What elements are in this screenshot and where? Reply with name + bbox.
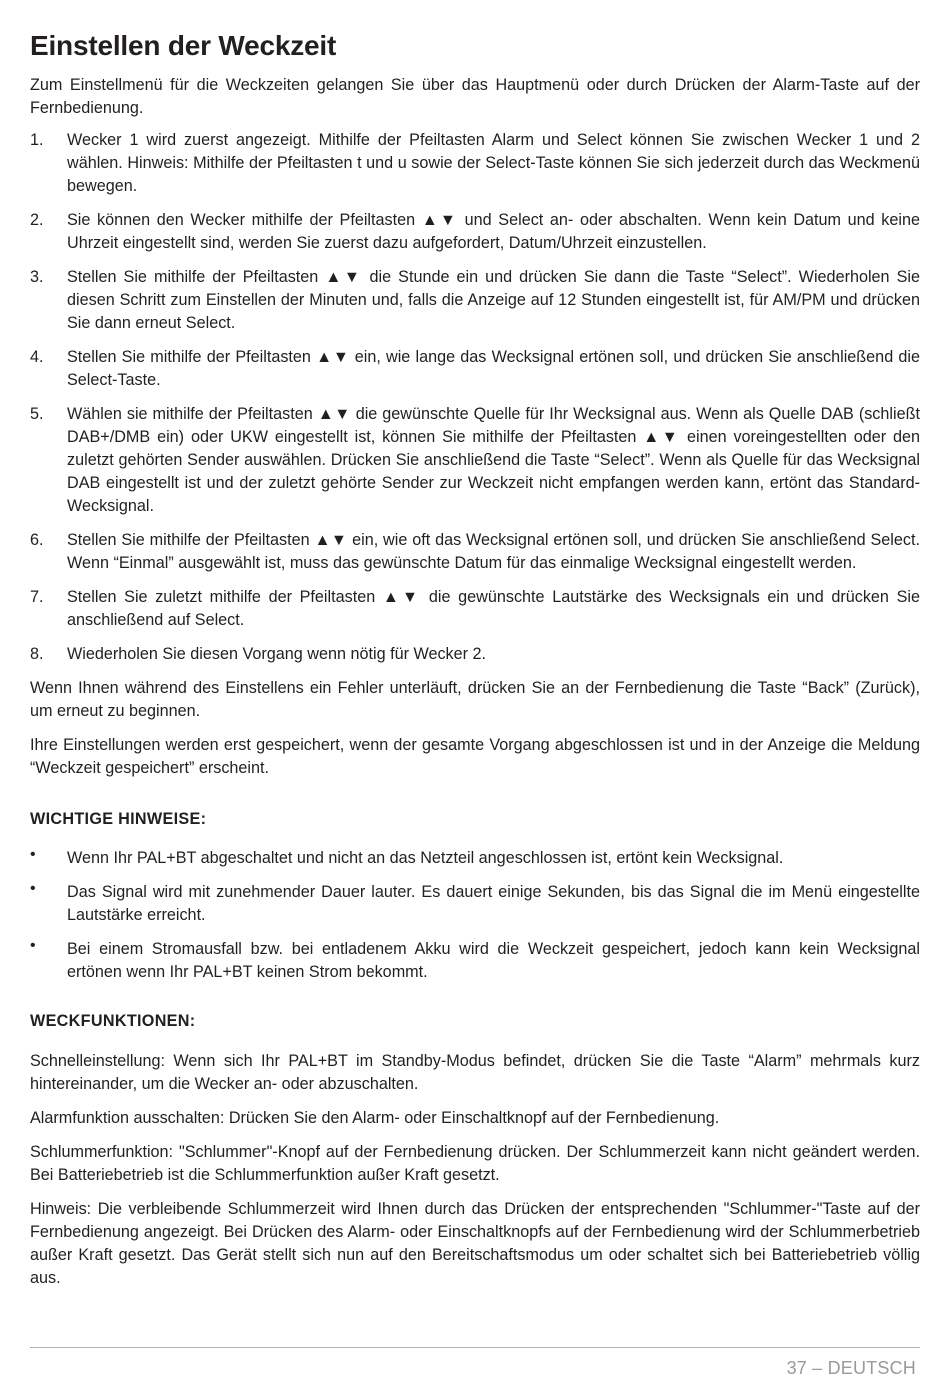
list-item xyxy=(30,881,920,927)
saved-note: Ihre Einstellungen werden erst gespeichert, wenn der gesamte Vorgang abgeschlossen ist und in der Anzeige die Meldung “Weckzeit gespeichert” erscheint. xyxy=(30,736,920,777)
step-number: 7. xyxy=(30,588,44,606)
step-text: Wecker 1 wird zuerst angezeigt. Mithilfe der Pfeiltasten Alarm und Select können Sie zwischen Wecker 1 und 2 wählen. Hinweis: Mithilfe der Pfeiltasten t und u sowie der Select-Taste können Sie sich jederzeit durch das Weckmenü bewegen. xyxy=(67,131,920,195)
step-text: Stellen Sie mithilfe der Pfeiltasten ▲▼ die Stunde ein und drücken Sie dann die Taste “Select”. Wiederholen Sie diesen Schritt zum Einstellen der Minuten und, falls die Anzeige auf 12 Stunden eingestellt ist, für AM/PM und drücken Sie dann erneut Select. xyxy=(67,268,920,332)
list-item-text: Das Signal wird mit zunehmender Dauer lauter. Es dauert einige Sekunden, bis das Signal die im Menü eingestellte Lautstärke erreicht. xyxy=(67,883,920,924)
important-heading: WICHTIGE HINWEISE: xyxy=(30,810,207,828)
list-item xyxy=(30,938,920,984)
steps-list xyxy=(30,129,920,666)
footer-divider xyxy=(30,1347,920,1348)
bullet-icon: • xyxy=(30,880,36,897)
step-item xyxy=(30,643,920,666)
step-number: 3. xyxy=(30,268,44,286)
list-item xyxy=(30,847,920,870)
page-title: Einstellen der Weckzeit xyxy=(30,30,337,61)
functions-paragraph: Alarmfunktion ausschalten: Drücken Sie den Alarm- oder Einschaltknopf auf der Fernbedienung. xyxy=(30,1109,720,1127)
step-text: Stellen Sie mithilfe der Pfeiltasten ▲▼ ein, wie lange das Wecksignal ertönen soll, und drücken Sie anschließend die Select-Taste. xyxy=(67,348,920,389)
step-text: Wählen sie mithilfe der Pfeiltasten ▲▼ die gewünschte Quelle für Ihr Wecksignal aus. Wenn als Quelle DAB (schließt DAB+/DMB ein) oder UKW eingestellt ist, können Sie mithilfe der Pfeiltasten ▲▼ einen voreingestellten oder den zuletzt gehörten Sender auswählen. Drücken Sie anschließend die Taste “Select”. Wenn als Quelle für das Wecksignal DAB eingestellt ist und der zuletzt gehörte Sender zur Weckzeit nicht empfangen werden kann, ertönt das Standard-Wecksignal. xyxy=(67,405,920,515)
step-number: 6. xyxy=(30,531,44,549)
intro-paragraph: Zum Einstellmenü für die Weckzeiten gelangen Sie über das Hauptmenü oder durch Drücken der Alarm-Taste auf der Fernbedienung. xyxy=(30,76,920,117)
step-text: Stellen Sie mithilfe der Pfeiltasten ▲▼ ein, wie oft das Wecksignal ertönen soll, und drücken Sie anschließend Select. Wenn “Einmal” ausgewählt ist, muss das gewünschte Datum für das einmalige Wecksignal eingestellt werden. xyxy=(67,531,920,572)
functions-paragraph: Schnelleinstellung: Wenn sich Ihr PAL+BT im Standby-Modus befindet, drücken Sie die Taste “Alarm” mehrmals kurz hintereinander, um die Wecker an- oder abzuschalten. xyxy=(30,1052,920,1093)
step-item xyxy=(30,129,920,198)
step-number: 4. xyxy=(30,348,44,366)
step-item xyxy=(30,529,920,575)
functions-paragraph: Hinweis: Die verbleibende Schlummerzeit wird Ihnen durch das Drücken der entsprechenden "Schlummer-"Taste auf der Fernbedienung angezeigt. Bei Drücken des Alarm- oder Einschaltknopfs auf der Fernbedienung wird der Schlummerbetrieb außer Kraft gesetzt. Das Gerät stellt sich nun auf den Bereitschaftsmodus um oder schaltet sich bei Batteriebetrieb völlig aus. xyxy=(30,1200,920,1287)
functions-heading: WECKFUNKTIONEN: xyxy=(30,1012,196,1030)
document-page xyxy=(30,0,920,1290)
important-list xyxy=(30,847,920,984)
list-item-text: Bei einem Stromausfall bzw. bei entladenem Akku wird die Weckzeit gespeichert, jedoch kann kein Wecksignal ertönen wenn Ihr PAL+BT keinen Strom bekommt. xyxy=(67,940,920,981)
functions-paragraph: Schlummerfunktion: "Schlummer"-Knopf auf der Fernbedienung drücken. Der Schlummerzeit kann nicht geändert werden. Bei Batteriebetrieb ist die Schlummerfunktion außer Kraft gesetzt. xyxy=(30,1143,920,1184)
step-text: Stellen Sie zuletzt mithilfe der Pfeiltasten ▲▼ die gewünschte Lautstärke des Wecksignals ein und drücken Sie anschließend auf Select. xyxy=(67,588,920,629)
step-number: 1. xyxy=(30,131,44,149)
step-item xyxy=(30,209,920,255)
step-item xyxy=(30,346,920,392)
bullet-icon: • xyxy=(30,846,36,863)
step-number: 8. xyxy=(30,645,44,663)
step-text: Sie können den Wecker mithilfe der Pfeiltasten ▲▼ und Select an- oder abschalten. Wenn kein Datum und keine Uhrzeit eingestellt sind, werden Sie zuerst dazu aufgefordert, Datum/Uhrzeit einzustellen. xyxy=(67,211,920,252)
error-note: Wenn Ihnen während des Einstellens ein Fehler unterläuft, drücken Sie an der Fernbedienung die Taste “Back” (Zurück), um erneut zu beginnen. xyxy=(30,679,920,720)
step-number: 5. xyxy=(30,405,44,423)
step-item xyxy=(30,266,920,335)
list-item-text: Wenn Ihr PAL+BT abgeschaltet und nicht an das Netzteil angeschlossen ist, ertönt kein Wecksignal. xyxy=(67,849,784,867)
step-item xyxy=(30,586,920,632)
step-text: Wiederholen Sie diesen Vorgang wenn nötig für Wecker 2. xyxy=(67,645,487,663)
bullet-icon: • xyxy=(30,937,36,954)
step-item xyxy=(30,403,920,518)
step-number: 2. xyxy=(30,211,44,229)
page-footer: 37 – DEUTSCH xyxy=(786,1358,916,1378)
